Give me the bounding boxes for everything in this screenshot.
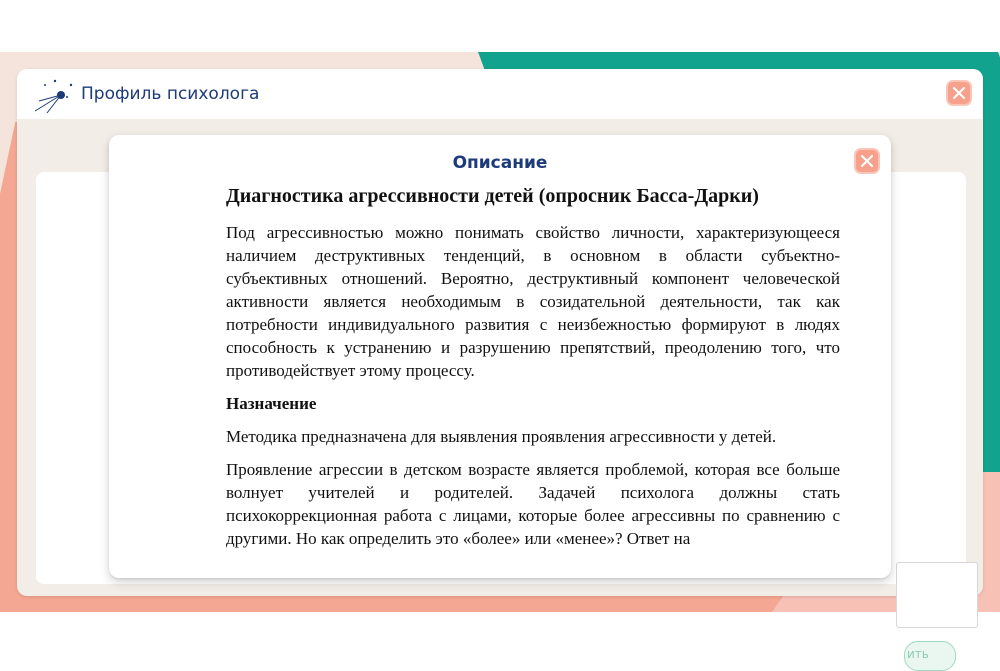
purpose-heading: Назначение xyxy=(226,394,317,413)
close-icon xyxy=(952,86,966,100)
submit-button-label: ить xyxy=(907,647,929,661)
window-header xyxy=(17,69,983,119)
problem-paragraph: Проявление агрессии в детском возрасте является проблемой, которая все больше волнует учителей и родителей. Задачей психолога должны стать психокоррекционная работа с лицами, которые более агрессивны по сравнению с другими. Но как определить это «более» или «менее»? Ответ на xyxy=(226,460,840,548)
window-title: Профиль психолога xyxy=(81,84,260,104)
modal-body xyxy=(226,183,840,560)
intro-paragraph: Под агрессивностью можно понимать свойство личности, характеризующееся наличием деструктивных тенденций, в основном в области субъектно-субъективных отношений. Вероятно, деструктивный компонент человеческой активности является необходимым в созидательной деятельности, так как потребности индивидуального развития с неизбежностью формируют в людях способность к устранению и разрушению препятствий, преодолению того, что противодействует этому процессу. xyxy=(226,223,840,380)
answer-textarea[interactable] xyxy=(896,562,978,628)
sputnik-logo-icon xyxy=(31,75,81,115)
close-icon xyxy=(860,154,874,168)
window-close-button[interactable] xyxy=(946,80,972,106)
modal-close-button[interactable] xyxy=(854,148,880,174)
purpose-text: Методика предназначена для выявления проявления агрессивности у детей. xyxy=(226,427,777,446)
description-modal xyxy=(109,135,891,578)
document-title: Диагностика агрессивности детей (опросник Басса-Дарки) xyxy=(226,185,759,207)
modal-heading: Описание xyxy=(452,153,548,173)
